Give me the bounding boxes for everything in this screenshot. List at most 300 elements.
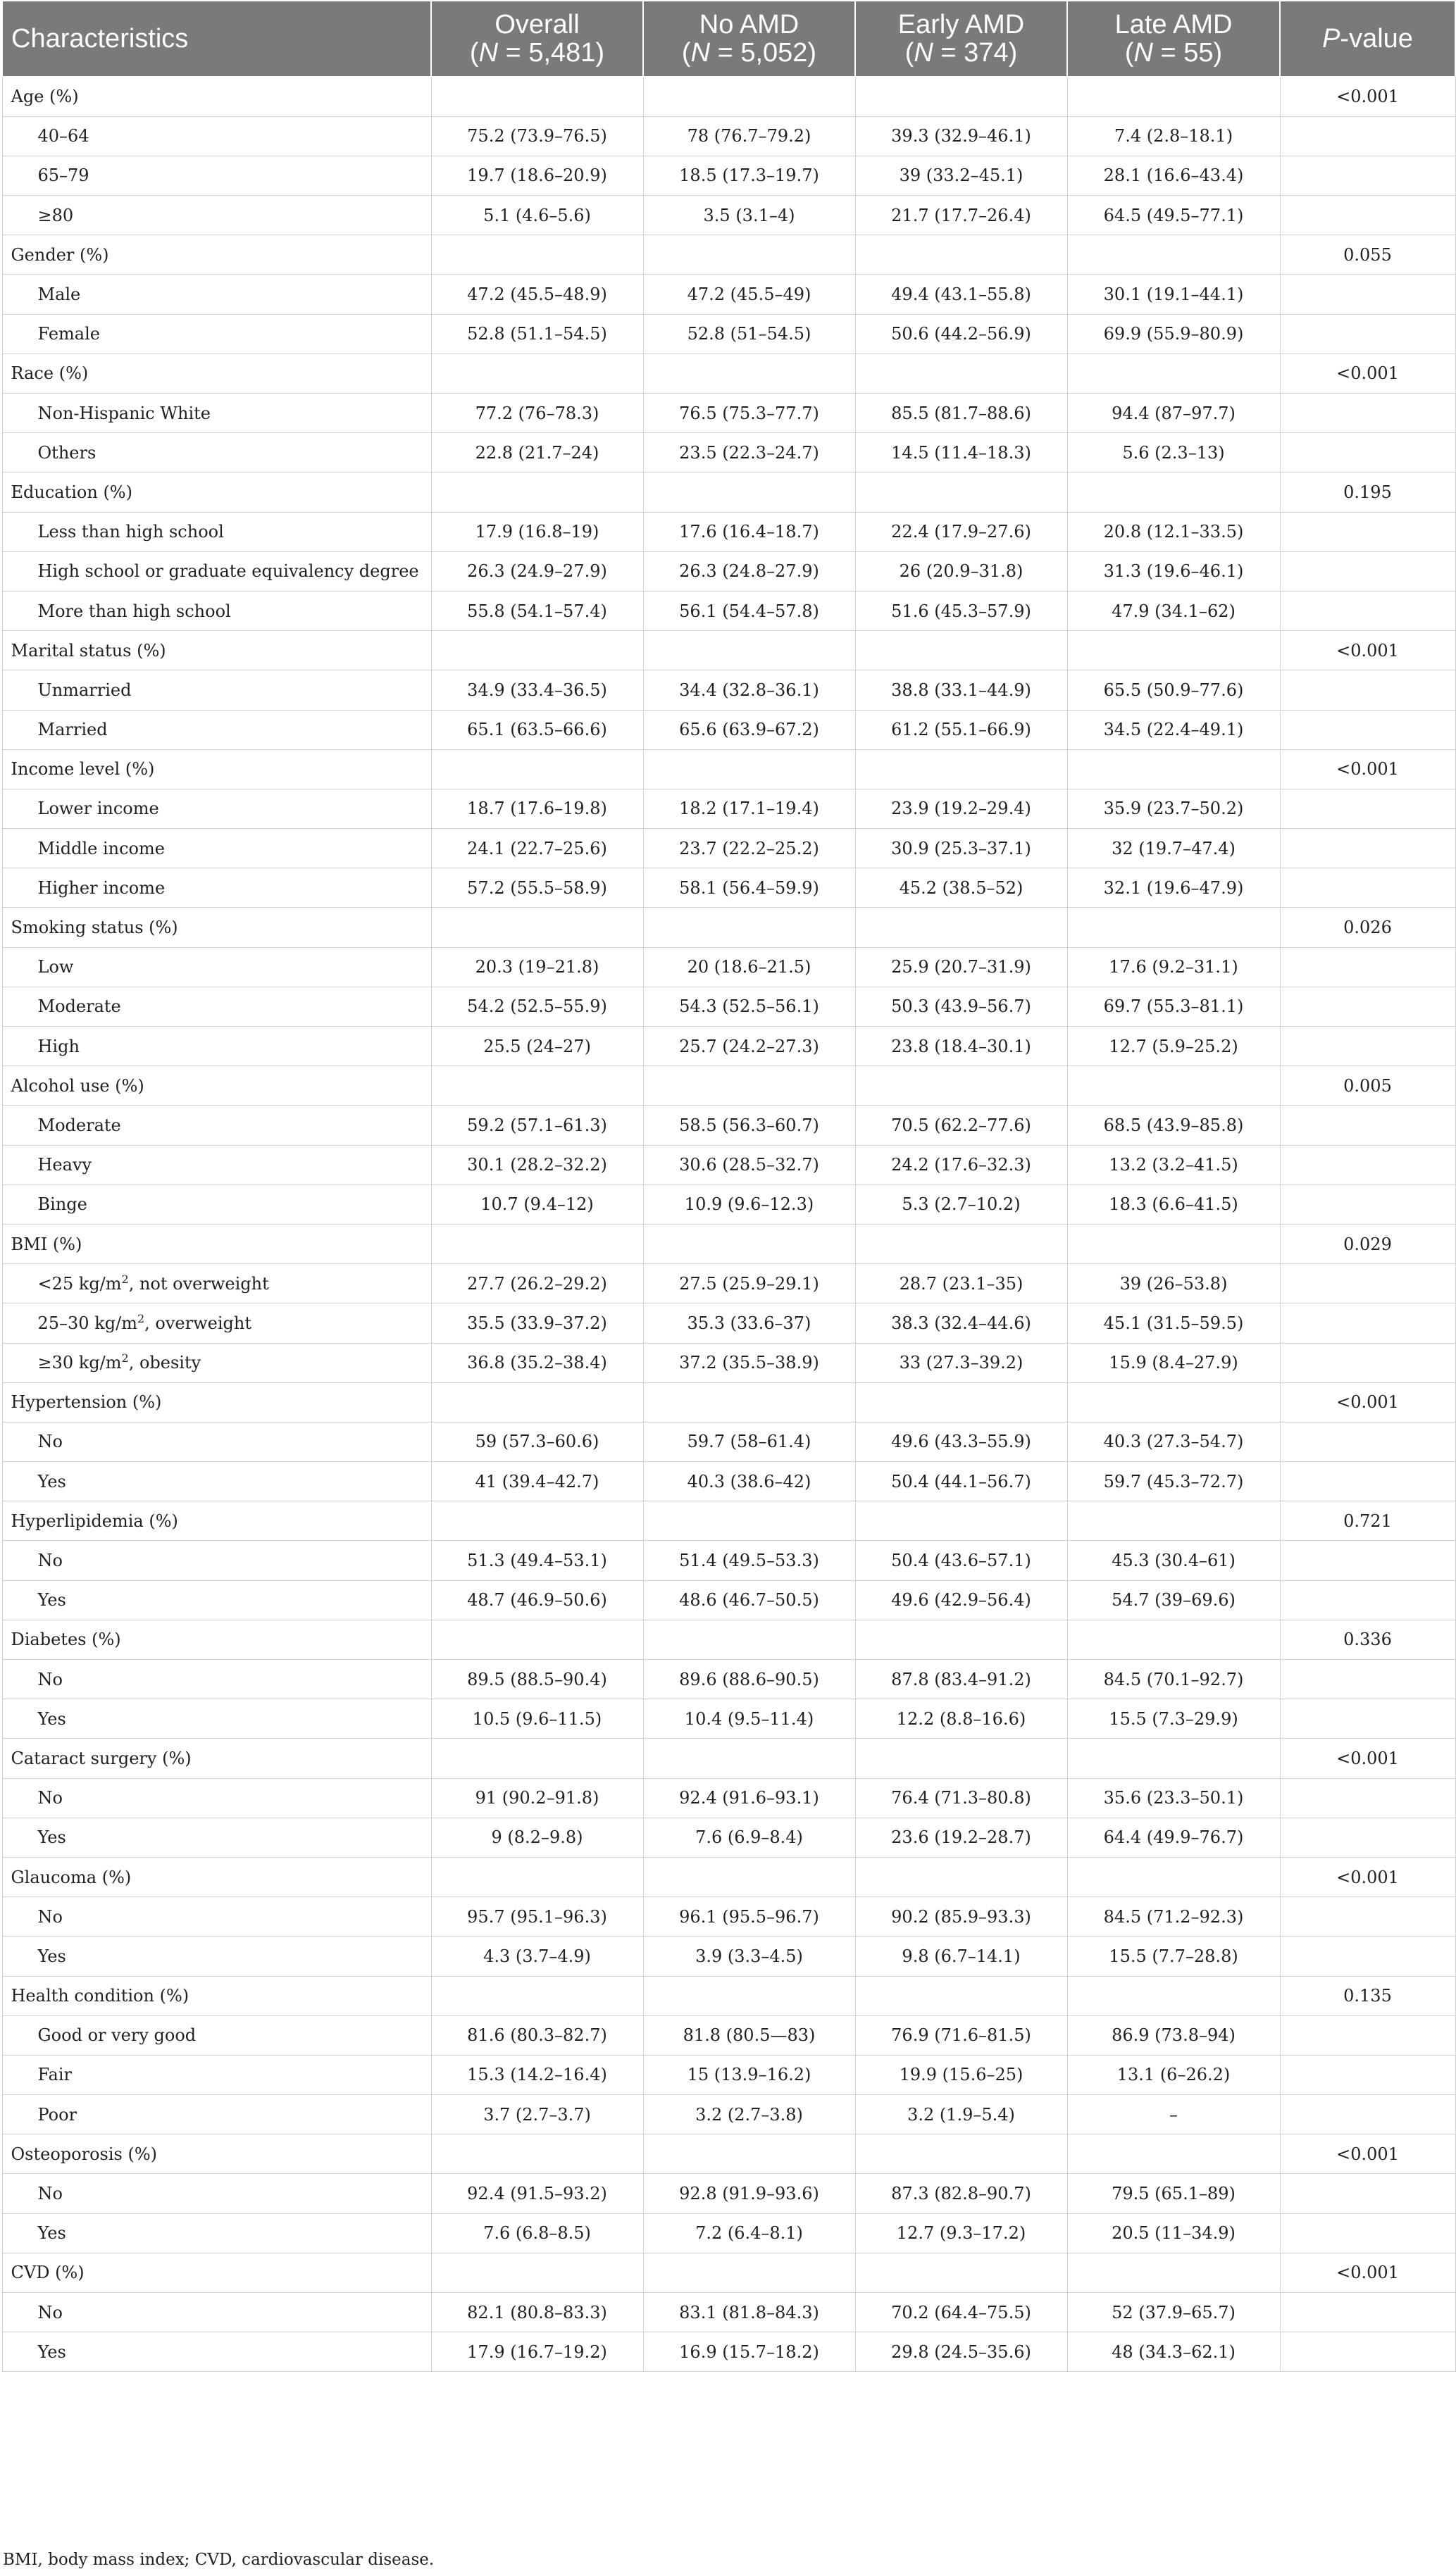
row-label: Heavy (2, 1145, 431, 1184)
row-label-pre: <25 kg/m (37, 1273, 122, 1294)
row-label: Unmarried (2, 670, 431, 710)
cell-late-amd: 20.5 (11–34.9) (1067, 2213, 1280, 2253)
cell-overall: 10.5 (9.6–11.5) (431, 1699, 643, 1739)
cell-no-amd: 15 (13.9–16.2) (643, 2055, 855, 2094)
row-label-pre: ≥30 kg/m (37, 1353, 122, 1373)
table-row (2, 591, 1455, 630)
row-label: Non-Hispanic White (2, 394, 431, 433)
cell-pvalue (1280, 1699, 1455, 1739)
cell-pvalue (1280, 196, 1455, 235)
cell-late-amd: 15.5 (7.3–29.9) (1067, 1699, 1280, 1739)
cell-overall: 95.7 (95.1–96.3) (431, 1897, 643, 1937)
cell-overall (431, 1976, 643, 2015)
row-label: 40–64 (2, 116, 431, 156)
cell-overall (431, 1739, 643, 1778)
cell-overall: 25.5 (24–27) (431, 1027, 643, 1066)
header-characteristics: Characteristics (2, 1, 431, 77)
cell-pvalue: <0.001 (1280, 631, 1455, 670)
group-label: Hypertension (%) (2, 1382, 431, 1422)
cell-early-amd: 50.4 (43.6–57.1) (855, 1541, 1067, 1580)
characteristics-table (1, 0, 1456, 2372)
cell-early-amd: 76.9 (71.6–81.5) (855, 2015, 1067, 2055)
cell-overall: 59.2 (57.1–61.3) (431, 1106, 643, 1145)
cell-no-amd: 83.1 (81.8–84.3) (643, 2293, 855, 2332)
table-row (2, 394, 1455, 433)
cell-overall (431, 2134, 643, 2174)
cell-pvalue (1280, 2174, 1455, 2213)
row-label: Yes (2, 1699, 431, 1739)
cell-early-amd: 70.5 (62.2–77.6) (855, 1106, 1067, 1145)
cell-no-amd: 58.1 (56.4–59.9) (643, 868, 855, 908)
cell-early-amd (855, 354, 1067, 393)
cell-overall: 47.2 (45.5–48.9) (431, 275, 643, 314)
table-row (2, 1184, 1455, 1224)
cell-late-amd (1067, 77, 1280, 116)
cell-no-amd (643, 1976, 855, 2015)
cell-overall: 82.1 (80.8–83.3) (431, 2293, 643, 2332)
cell-early-amd: 50.3 (43.9–56.7) (855, 987, 1067, 1026)
cell-early-amd: 49.6 (43.3–55.9) (855, 1422, 1067, 1461)
cell-overall (431, 1501, 643, 1541)
cell-pvalue (1280, 670, 1455, 710)
cell-overall: 3.7 (2.7–3.7) (431, 2095, 643, 2134)
row-label-post: , not overweight (128, 1273, 269, 1294)
table-row (2, 987, 1455, 1026)
cell-pvalue (1280, 551, 1455, 591)
cell-late-amd: 45.1 (31.5–59.5) (1067, 1303, 1280, 1343)
cell-early-amd (855, 631, 1067, 670)
cell-no-amd: 47.2 (45.5–49) (643, 275, 855, 314)
cell-no-amd (643, 473, 855, 512)
row-label: Married (2, 710, 431, 749)
cell-no-amd: 26.3 (24.8–27.9) (643, 551, 855, 591)
cell-late-amd: 7.4 (2.8–18.1) (1067, 116, 1280, 156)
table-row (2, 1897, 1455, 1937)
cell-early-amd: 19.9 (15.6–25) (855, 2055, 1067, 2094)
header-overall: Overall (N = 5,481) (431, 1, 643, 77)
cell-overall: 10.7 (9.4–12) (431, 1184, 643, 1224)
cell-no-amd: 27.5 (25.9–29.1) (643, 1264, 855, 1303)
cell-overall: 9 (8.2–9.8) (431, 1818, 643, 1857)
cell-late-amd: 12.7 (5.9–25.2) (1067, 1027, 1280, 1066)
cell-overall: 77.2 (76–78.3) (431, 394, 643, 433)
cell-late-amd (1067, 1382, 1280, 1422)
cell-pvalue (1280, 116, 1455, 156)
cell-no-amd: 10.9 (9.6–12.3) (643, 1184, 855, 1224)
row-label: Fair (2, 2055, 431, 2094)
row-label: Low (2, 947, 431, 987)
cell-no-amd: 30.6 (28.5–32.7) (643, 1145, 855, 1184)
header-row (2, 1, 1455, 77)
cell-overall: 30.1 (28.2–32.2) (431, 1145, 643, 1184)
cell-pvalue: 0.026 (1280, 908, 1455, 947)
row-label: Middle income (2, 829, 431, 868)
cell-no-amd (643, 908, 855, 947)
row-label: Higher income (2, 868, 431, 908)
cell-no-amd: 52.8 (51–54.5) (643, 314, 855, 354)
cell-pvalue: <0.001 (1280, 1382, 1455, 1422)
cell-late-amd (1067, 1739, 1280, 1778)
cell-early-amd: 49.6 (42.9–56.4) (855, 1580, 1067, 1620)
cell-overall: 27.7 (26.2–29.2) (431, 1264, 643, 1303)
cell-early-amd (855, 1976, 1067, 2015)
table-group-row (2, 1620, 1455, 1659)
cell-pvalue (1280, 1264, 1455, 1303)
header-no-amd: No AMD (N = 5,052) (643, 1, 855, 77)
cell-pvalue (1280, 1422, 1455, 1461)
cell-no-amd: 65.6 (63.9–67.2) (643, 710, 855, 749)
cell-pvalue (1280, 1106, 1455, 1145)
cell-no-amd: 56.1 (54.4–57.8) (643, 591, 855, 630)
cell-pvalue (1280, 829, 1455, 868)
cell-late-amd (1067, 2134, 1280, 2174)
table-row (2, 868, 1455, 908)
cell-pvalue (1280, 2095, 1455, 2134)
header-pvalue (1280, 1, 1455, 77)
cell-overall: 52.8 (51.1–54.5) (431, 314, 643, 354)
cell-early-amd: 21.7 (17.7–26.4) (855, 196, 1067, 235)
cell-no-amd: 3.2 (2.7–3.8) (643, 2095, 855, 2134)
cell-overall (431, 908, 643, 947)
cell-no-amd (643, 1066, 855, 1106)
cell-overall: 81.6 (80.3–82.7) (431, 2015, 643, 2055)
cell-late-amd: 68.5 (43.9–85.8) (1067, 1106, 1280, 1145)
table-row (2, 2015, 1455, 2055)
table-row (2, 1264, 1455, 1303)
table-group-row (2, 2253, 1455, 2292)
cell-no-amd (643, 2253, 855, 2292)
cell-early-amd (855, 1501, 1067, 1541)
cell-no-amd (643, 631, 855, 670)
table-group-row (2, 908, 1455, 947)
row-label (2, 1264, 431, 1303)
cell-late-amd: 54.7 (39–69.6) (1067, 1580, 1280, 1620)
cell-overall: 51.3 (49.4–53.1) (431, 1541, 643, 1580)
cell-pvalue (1280, 2293, 1455, 2332)
cell-no-amd: 78 (76.7–79.2) (643, 116, 855, 156)
cell-pvalue (1280, 433, 1455, 473)
row-label: 65–79 (2, 156, 431, 195)
cell-pvalue (1280, 156, 1455, 195)
cell-late-amd (1067, 1501, 1280, 1541)
cell-early-amd: 85.5 (81.7–88.6) (855, 394, 1067, 433)
cell-pvalue: <0.001 (1280, 2134, 1455, 2174)
group-label: Gender (%) (2, 235, 431, 275)
group-label: Osteoporosis (%) (2, 2134, 431, 2174)
cell-early-amd: 25.9 (20.7–31.9) (855, 947, 1067, 987)
row-label: Less than high school (2, 512, 431, 551)
table-footnote: BMI, body mass index; CVD, cardiovascular disease. (3, 2551, 435, 2569)
row-label: No (2, 2293, 431, 2332)
cell-early-amd (855, 908, 1067, 947)
cell-early-amd: 22.4 (17.9–27.6) (855, 512, 1067, 551)
cell-late-amd: 30.1 (19.1–44.1) (1067, 275, 1280, 314)
row-label: Good or very good (2, 2015, 431, 2055)
cell-pvalue (1280, 512, 1455, 551)
header-late-amd-title: Late AMD (1114, 10, 1233, 39)
cell-early-amd: 70.2 (64.4–75.5) (855, 2293, 1067, 2332)
cell-early-amd (855, 2253, 1067, 2292)
cell-no-amd: 25.7 (24.2–27.3) (643, 1027, 855, 1066)
cell-no-amd: 18.5 (17.3–19.7) (643, 156, 855, 195)
table-row (2, 314, 1455, 354)
cell-early-amd (855, 1066, 1067, 1106)
row-label-superscript: 2 (121, 1351, 129, 1365)
row-label: No (2, 1422, 431, 1461)
cell-overall: 36.8 (35.2–38.4) (431, 1343, 643, 1382)
cell-late-amd (1067, 235, 1280, 275)
cell-overall (431, 1857, 643, 1896)
table-row (2, 1106, 1455, 1145)
cell-early-amd: 14.5 (11.4–18.3) (855, 433, 1067, 473)
cell-late-amd (1067, 908, 1280, 947)
table-row (2, 947, 1455, 987)
cell-late-amd: 45.3 (30.4–61) (1067, 1541, 1280, 1580)
cell-pvalue (1280, 1184, 1455, 1224)
row-label: Yes (2, 1462, 431, 1501)
cell-pvalue: <0.001 (1280, 1739, 1455, 1778)
cell-overall (431, 473, 643, 512)
cell-pvalue: <0.001 (1280, 2253, 1455, 2292)
cell-overall (431, 1382, 643, 1422)
cell-early-amd: 29.8 (24.5–35.6) (855, 2332, 1067, 2372)
cell-overall: 18.7 (17.6–19.8) (431, 789, 643, 828)
row-label-superscript: 2 (137, 1311, 145, 1325)
cell-no-amd: 7.6 (6.9–8.4) (643, 1818, 855, 1857)
table-row (2, 1027, 1455, 1066)
cell-no-amd: 59.7 (58–61.4) (643, 1422, 855, 1461)
cell-early-amd (855, 1620, 1067, 1659)
cell-early-amd: 12.7 (9.3–17.2) (855, 2213, 1067, 2253)
cell-overall: 34.9 (33.4–36.5) (431, 670, 643, 710)
cell-early-amd: 33 (27.3–39.2) (855, 1343, 1067, 1382)
table-group-row (2, 2134, 1455, 2174)
cell-late-amd: 32.1 (19.6–47.9) (1067, 868, 1280, 908)
cell-no-amd (643, 2134, 855, 2174)
cell-late-amd: – (1067, 2095, 1280, 2134)
header-early-amd: Early AMD (N = 374) (855, 1, 1067, 77)
table-row (2, 2174, 1455, 2213)
cell-no-amd: 23.7 (22.2–25.2) (643, 829, 855, 868)
table-row (2, 1343, 1455, 1382)
cell-pvalue (1280, 2055, 1455, 2094)
cell-late-amd: 5.6 (2.3–13) (1067, 433, 1280, 473)
cell-no-amd (643, 749, 855, 789)
group-label: CVD (%) (2, 2253, 431, 2292)
cell-pvalue (1280, 591, 1455, 630)
group-label: Income level (%) (2, 749, 431, 789)
cell-early-amd: 51.6 (45.3–57.9) (855, 591, 1067, 630)
cell-overall (431, 354, 643, 393)
header-overall-n-value: = 5,481 (505, 38, 596, 68)
cell-late-amd (1067, 1224, 1280, 1263)
row-label-post: , overweight (144, 1313, 251, 1333)
table-group-row (2, 1739, 1455, 1778)
table-row (2, 433, 1455, 473)
cell-overall: 55.8 (54.1–57.4) (431, 591, 643, 630)
cell-overall: 26.3 (24.9–27.9) (431, 551, 643, 591)
cell-no-amd (643, 354, 855, 393)
cell-late-amd: 48 (34.3–62.1) (1067, 2332, 1280, 2372)
cell-overall: 89.5 (88.5–90.4) (431, 1660, 643, 1699)
cell-no-amd: 76.5 (75.3–77.7) (643, 394, 855, 433)
group-label: Race (%) (2, 354, 431, 393)
row-label (2, 1343, 431, 1382)
cell-pvalue (1280, 710, 1455, 749)
cell-late-amd (1067, 749, 1280, 789)
cell-no-amd (643, 1620, 855, 1659)
cell-no-amd: 34.4 (32.8–36.1) (643, 670, 855, 710)
table-row (2, 670, 1455, 710)
cell-early-amd: 90.2 (85.9–93.3) (855, 1897, 1067, 1937)
cell-pvalue: <0.001 (1280, 749, 1455, 789)
table-row (2, 829, 1455, 868)
cell-pvalue (1280, 1343, 1455, 1382)
cell-late-amd (1067, 1066, 1280, 1106)
row-label: No (2, 1778, 431, 1818)
cell-pvalue (1280, 947, 1455, 987)
cell-pvalue (1280, 1541, 1455, 1580)
cell-late-amd: 28.1 (16.6–43.4) (1067, 156, 1280, 195)
cell-early-amd: 12.2 (8.8–16.6) (855, 1699, 1067, 1739)
table-row (2, 2293, 1455, 2332)
header-early-amd-title: Early AMD (897, 10, 1025, 39)
cell-early-amd: 23.9 (19.2–29.4) (855, 789, 1067, 828)
row-label (2, 1303, 431, 1343)
cell-late-amd: 69.9 (55.9–80.9) (1067, 314, 1280, 354)
header-early-amd-n-label: N (914, 38, 933, 68)
group-label: Cataract surgery (%) (2, 1739, 431, 1778)
table-group-row (2, 1066, 1455, 1106)
cell-late-amd: 13.2 (3.2–41.5) (1067, 1145, 1280, 1184)
cell-overall: 19.7 (18.6–20.9) (431, 156, 643, 195)
cell-overall: 4.3 (3.7–4.9) (431, 1937, 643, 1976)
cell-early-amd (855, 1224, 1067, 1263)
cell-pvalue: <0.001 (1280, 354, 1455, 393)
cell-overall (431, 749, 643, 789)
cell-pvalue: 0.336 (1280, 1620, 1455, 1659)
cell-late-amd: 35.6 (23.3–50.1) (1067, 1778, 1280, 1818)
cell-no-amd: 35.3 (33.6–37) (643, 1303, 855, 1343)
cell-overall: 91 (90.2–91.8) (431, 1778, 643, 1818)
table-row (2, 1818, 1455, 1857)
cell-overall: 20.3 (19–21.8) (431, 947, 643, 987)
cell-early-amd: 38.3 (32.4–44.6) (855, 1303, 1067, 1343)
table-group-row (2, 235, 1455, 275)
cell-pvalue: <0.001 (1280, 1857, 1455, 1896)
cell-early-amd: 24.2 (17.6–32.3) (855, 1145, 1067, 1184)
cell-overall: 5.1 (4.6–5.6) (431, 196, 643, 235)
cell-early-amd (855, 1857, 1067, 1896)
table-row (2, 1145, 1455, 1184)
table-group-row (2, 1224, 1455, 1263)
cell-no-amd: 3.5 (3.1–4) (643, 196, 855, 235)
table-group-row (2, 77, 1455, 116)
cell-pvalue: <0.001 (1280, 77, 1455, 116)
table-group-row (2, 1857, 1455, 1896)
table-body (2, 77, 1455, 2372)
table-group-row (2, 631, 1455, 670)
cell-pvalue (1280, 1580, 1455, 1620)
table-row (2, 1462, 1455, 1501)
cell-overall: 57.2 (55.5–58.9) (431, 868, 643, 908)
header-pvalue-rest: -value (1340, 24, 1413, 54)
cell-pvalue (1280, 987, 1455, 1026)
table-row (2, 275, 1455, 314)
cell-no-amd: 16.9 (15.7–18.2) (643, 2332, 855, 2372)
cell-late-amd: 64.4 (49.9–76.7) (1067, 1818, 1280, 1857)
cell-pvalue: 0.005 (1280, 1066, 1455, 1106)
cell-early-amd: 49.4 (43.1–55.8) (855, 275, 1067, 314)
cell-late-amd: 65.5 (50.9–77.6) (1067, 670, 1280, 710)
row-label: Yes (2, 1818, 431, 1857)
cell-early-amd: 39.3 (32.9–46.1) (855, 116, 1067, 156)
cell-no-amd (643, 1501, 855, 1541)
cell-overall (431, 235, 643, 275)
header-late-amd-n-value: = 55 (1160, 38, 1214, 68)
cell-pvalue (1280, 1937, 1455, 1976)
row-label: ≥80 (2, 196, 431, 235)
cell-overall: 48.7 (46.9–50.6) (431, 1580, 643, 1620)
cell-late-amd: 18.3 (6.6–41.5) (1067, 1184, 1280, 1224)
row-label-superscript: 2 (121, 1272, 129, 1286)
row-label-post: , obesity (128, 1353, 201, 1373)
cell-no-amd (643, 1224, 855, 1263)
cell-late-amd: 15.5 (7.7–28.8) (1067, 1937, 1280, 1976)
table-row (2, 551, 1455, 591)
cell-overall (431, 77, 643, 116)
cell-overall (431, 1066, 643, 1106)
cell-late-amd (1067, 354, 1280, 393)
cell-late-amd: 40.3 (27.3–54.7) (1067, 1422, 1280, 1461)
cell-late-amd: 64.5 (49.5–77.1) (1067, 196, 1280, 235)
header-pvalue-italic: P (1322, 24, 1340, 54)
cell-overall: 92.4 (91.5–93.2) (431, 2174, 643, 2213)
cell-pvalue (1280, 1778, 1455, 1818)
cell-pvalue (1280, 1897, 1455, 1937)
cell-early-amd (855, 749, 1067, 789)
group-label: Glaucoma (%) (2, 1857, 431, 1896)
table-group-row (2, 473, 1455, 512)
table-row (2, 512, 1455, 551)
cell-no-amd (643, 1857, 855, 1896)
cell-no-amd (643, 77, 855, 116)
cell-late-amd (1067, 473, 1280, 512)
cell-overall: 59 (57.3–60.6) (431, 1422, 643, 1461)
row-label: High (2, 1027, 431, 1066)
cell-early-amd: 76.4 (71.3–80.8) (855, 1778, 1067, 1818)
table-row (2, 1778, 1455, 1818)
cell-overall: 75.2 (73.9–76.5) (431, 116, 643, 156)
cell-no-amd (643, 1739, 855, 1778)
cell-early-amd: 9.8 (6.7–14.1) (855, 1937, 1067, 1976)
table-group-row (2, 1976, 1455, 2015)
header-early-amd-n-value: = 374 (940, 38, 1009, 68)
cell-no-amd: 92.8 (91.9–93.6) (643, 2174, 855, 2213)
group-label: Health condition (%) (2, 1976, 431, 2015)
group-label: Alcohol use (%) (2, 1066, 431, 1106)
cell-early-amd: 30.9 (25.3–37.1) (855, 829, 1067, 868)
cell-late-amd (1067, 1976, 1280, 2015)
row-label: Lower income (2, 789, 431, 828)
cell-overall: 65.1 (63.5–66.6) (431, 710, 643, 749)
table-group-row (2, 1382, 1455, 1422)
cell-early-amd: 3.2 (1.9–5.4) (855, 2095, 1067, 2134)
cell-no-amd: 51.4 (49.5–53.3) (643, 1541, 855, 1580)
cell-late-amd: 17.6 (9.2–31.1) (1067, 947, 1280, 987)
table-row (2, 1660, 1455, 1699)
table-row (2, 2332, 1455, 2372)
